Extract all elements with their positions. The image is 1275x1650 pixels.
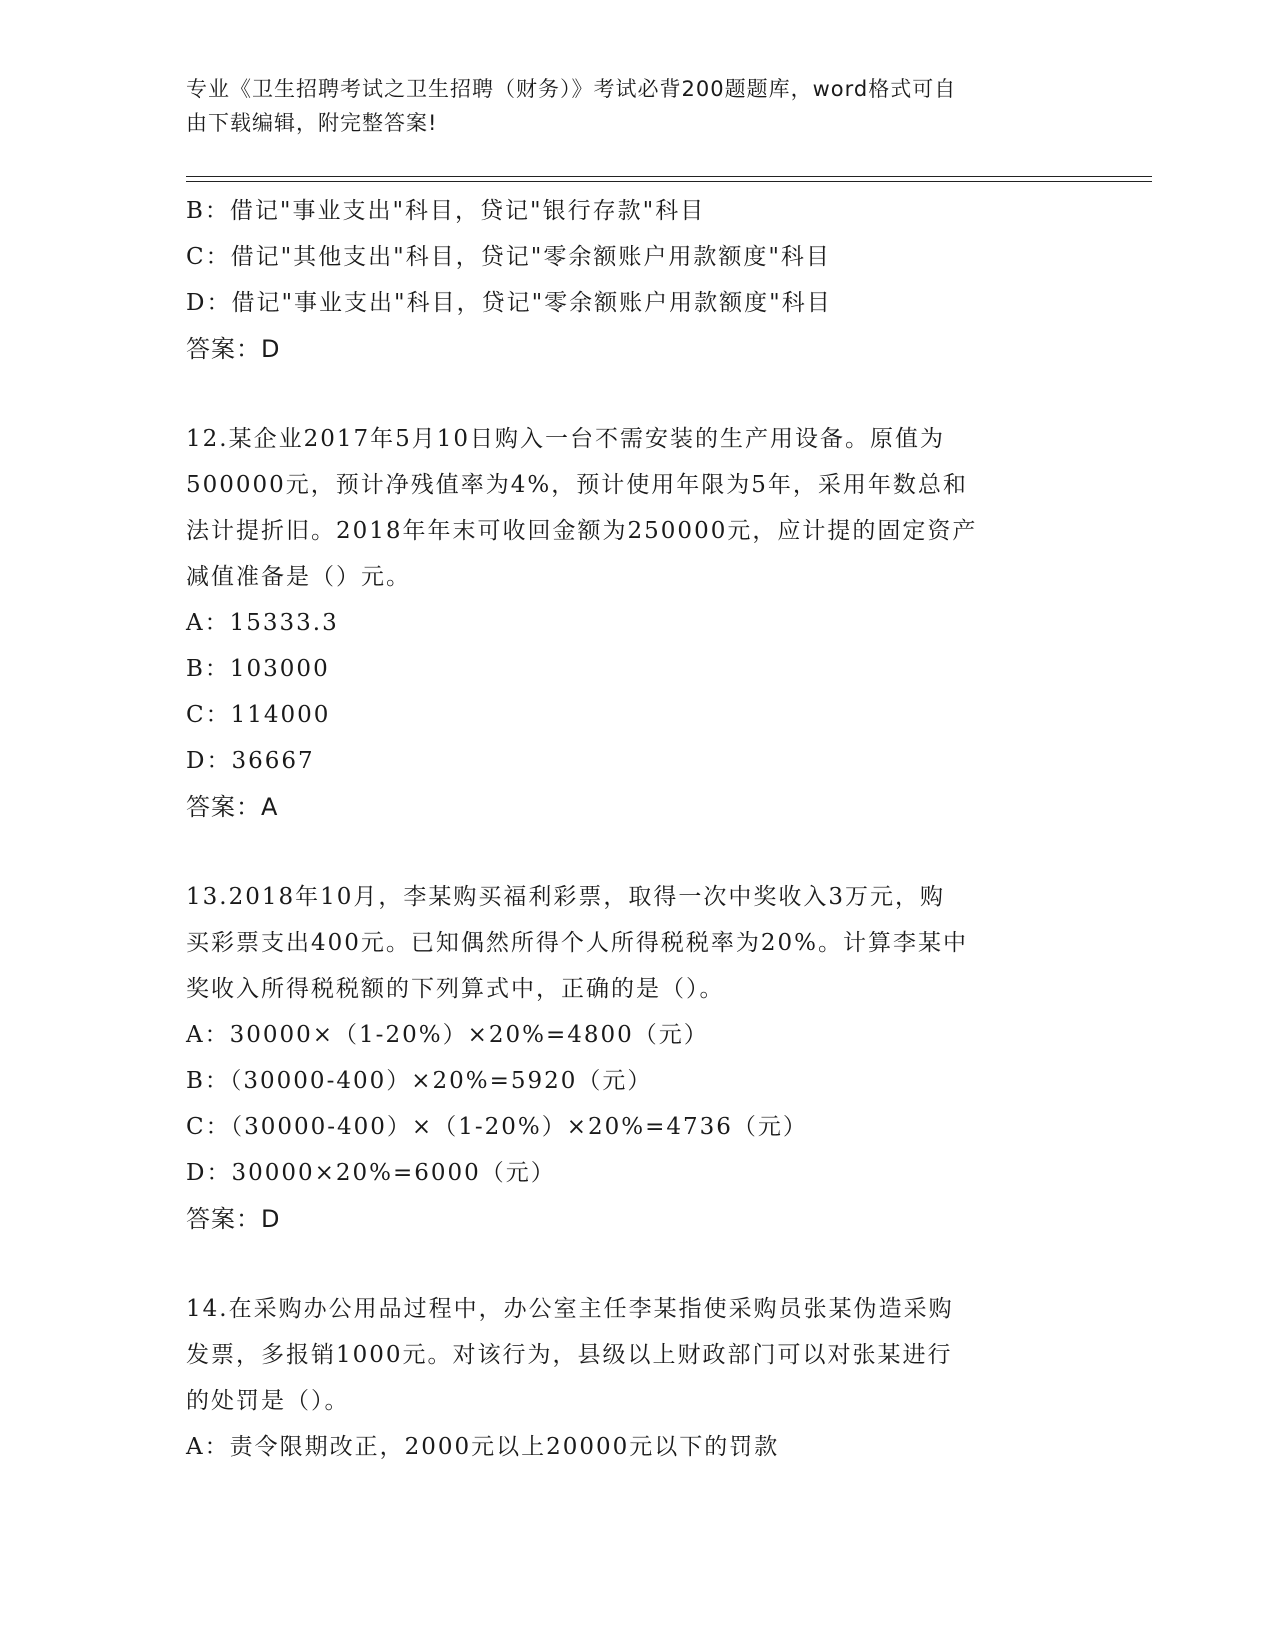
q14-stem-line: 的处罚是（）。: [186, 1388, 350, 1414]
q13-stem-line: 奖收入所得税税额的下列算式中，正确的是（）。: [186, 976, 725, 1002]
q13-option-c: C：（30000-400）×（1-20%）×20%=4736（元）: [186, 1114, 808, 1140]
q11-option-b: B：借记"事业支出"科目，贷记"银行存款"科目: [186, 198, 706, 224]
header-title-line-1: 专业《卫生招聘考试之卫生招聘（财务）》考试必背200题题库，word格式可自: [186, 77, 957, 101]
q12-stem-line: 减值准备是（）元。: [186, 564, 411, 590]
q14-stem-line: 发票，多报销1000元。对该行为，县级以上财政部门可以对张某进行: [186, 1342, 953, 1368]
q14-option-a: A：责令限期改正，2000元以上20000元以下的罚款: [186, 1434, 780, 1460]
header-title-line-2: 由下载编辑，附完整答案!: [186, 111, 438, 135]
q13-option-b: B：（30000-400）×20%=5920（元）: [186, 1068, 653, 1094]
header-divider-top: [186, 176, 1152, 177]
q14-stem-line: 14.在采购办公用品过程中，办公室主任李某指使采购员张某伪造采购: [186, 1296, 954, 1322]
q12-option-b: B：103000: [186, 656, 330, 682]
question-14: [186, 1286, 1086, 1470]
q13-option-d: D：30000×20%=6000（元）: [186, 1160, 556, 1186]
q12-stem-line: 500000元，预计净残值率为4%，预计使用年限为5年，采用年数总和: [186, 472, 968, 498]
q12-option-a: A：15333.3: [186, 610, 339, 636]
q12-stem-line: 12.某企业2017年5月10日购入一台不需安装的生产用设备。原值为: [186, 426, 946, 452]
q13-answer: 答案：D: [186, 1205, 281, 1233]
q13-stem-line: 买彩票支出400元。已知偶然所得个人所得税税率为20%。计算李某中: [186, 930, 969, 956]
question-13: [186, 874, 1086, 1242]
q12-answer: 答案：A: [186, 793, 279, 821]
question-spacer: [186, 830, 1086, 874]
q13-option-a: A：30000×（1-20%）×20%=4800（元）: [186, 1022, 709, 1048]
q11-option-d: D：借记"事业支出"科目，贷记"零余额账户用款额度"科目: [186, 290, 832, 316]
question-11: [186, 188, 1086, 372]
q13-stem-line: 13.2018年10月，李某购买福利彩票，取得一次中奖收入3万元，购: [186, 884, 946, 910]
question-list: [186, 188, 1086, 1470]
question-spacer: [186, 1242, 1086, 1286]
question-12: [186, 416, 1086, 830]
header-divider-bottom: [186, 181, 1152, 182]
q11-option-c: C：借记"其他支出"科目，贷记"零余额账户用款额度"科目: [186, 244, 831, 270]
q11-answer: 答案：D: [186, 335, 281, 363]
question-spacer: [186, 372, 1086, 416]
q12-option-c: C：114000: [186, 702, 331, 728]
q12-option-d: D：36667: [186, 748, 315, 774]
document-header: [186, 72, 1086, 140]
q12-stem-line: 法计提折旧。2018年年末可收回金额为250000元，应计提的固定资产: [186, 518, 978, 544]
